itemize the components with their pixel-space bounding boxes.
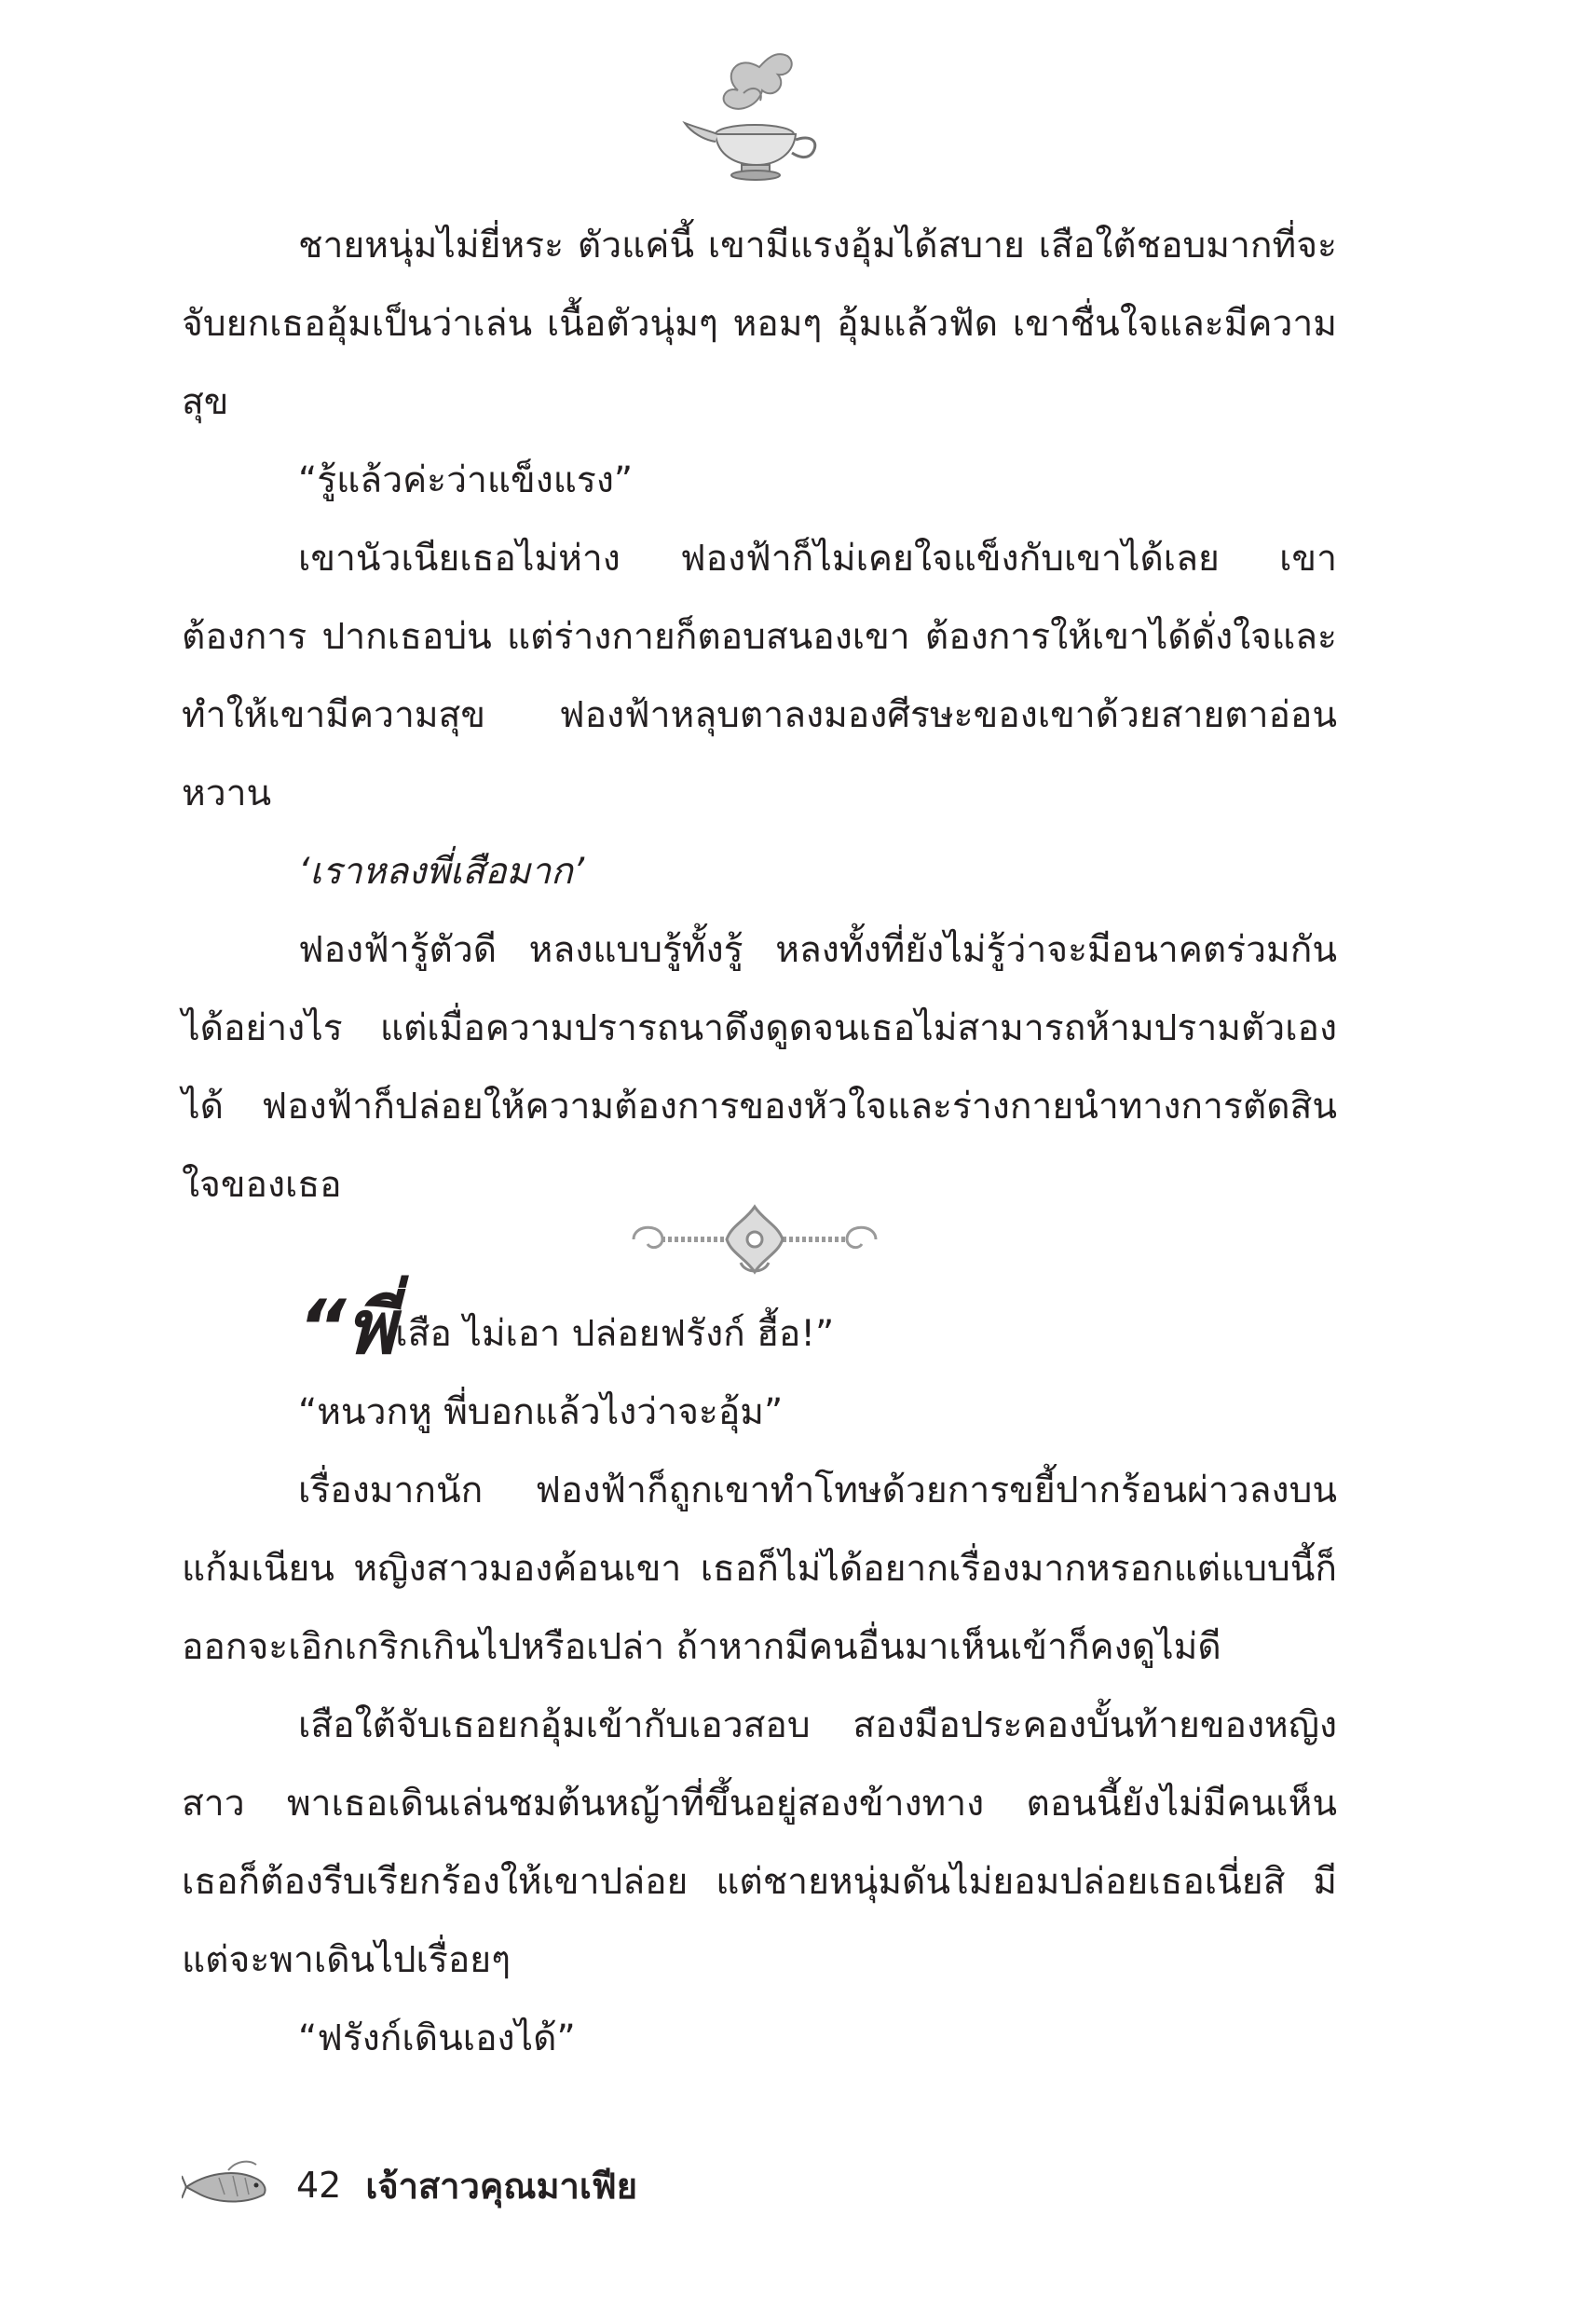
lower-text-block <box>182 1284 1337 2078</box>
page-number: 42 <box>296 2165 342 2206</box>
paragraph: ชายหนุ่มไม่ยี่หระ ตัวแค่นี้ เขามีแรงอุ้มได้สบาย เสือใต้ชอบมากที่จะจับยกเธออุ้มเป็นว่าเล่น เนื้อตัวนุ่มๆ หอมๆ อุ้มแล้วฟัด เขาชื่นใจและมีความสุข <box>182 225 1337 423</box>
dropcap: “พี่ <box>298 1284 396 1371</box>
paragraph: เขานัวเนียเธอไม่ห่าง ฟองฟ้าก็ไม่เคยใจแข็งกับเขาได้เลย เขาต้องการ ปากเธอบ่น แต่ร่างกายก็ตอบสนองเขา ต้องการให้เขาได้ดั่งใจและทำให้เขามีความสุข ฟองฟ้าหลุบตาลงมองศีรษะของเขาด้วยสายตาอ่อนหวาน <box>182 538 1337 814</box>
dialogue-line: “หนวกหู พี่บอกแล้วไงว่าจะอุ้ม” <box>298 1391 784 1433</box>
paragraph: เสือใต้จับเธอยกอุ้มเข้ากับเอวสอบ สองมือประคองบั้นท้ายของหญิงสาว พาเธอเดินเล่นชมต้นหญ้าที่ขึ้นอยู่สองข้างทาง ตอนนี้ยังไม่มีคนเห็น เธอก็ต้องรีบเรียกร้องให้เขาปล่อย แต่ชายหนุ่มดันไม่ยอมปล่อยเธอเนี่ยสิ มีแต่จะพาเดินไปเรื่อยๆ <box>182 1704 1337 1981</box>
dialogue-line: “ฟรังก์เดินเองได้” <box>298 2017 576 2059</box>
thought-line: ‘เราหลงพี่เสือมาก’ <box>298 851 585 893</box>
section-divider-ornament <box>615 1197 894 1281</box>
book-title: เจ้าสาวคุณมาเฟีย <box>365 2165 638 2207</box>
dialogue-line: “รู้แล้วค่ะว่าแข็งแรง” <box>298 459 634 501</box>
paragraph: เรื่องมากนัก ฟองฟ้าก็ถูกเขาทำโทษด้วยการขยี้ปากร้อนผ่าวลงบนแก้มเนียน หญิงสาวมองค้อนเขา เธอก็ไม่ได้อยากเรื่องมากหรอกแต่แบบนี้ก็ออกจะเอิกเกริกเกินไปหรือเปล่า ถ้าหากมีคนอื่นมาเห็นเข้าก็คงดูไม่ดี <box>182 1470 1337 1668</box>
upper-text-block <box>182 207 1337 1224</box>
genie-lamp-ornament <box>671 48 834 184</box>
opening-dialogue <box>182 1284 1337 1374</box>
fish-ornament-icon <box>182 2157 270 2213</box>
opening-dialogue-text: เสือ ไม่เอา ปล่อยฟรังก์ ฮื้อ!” <box>395 1313 835 1355</box>
paragraph: ฟองฟ้ารู้ตัวดี หลงแบบรู้ทั้งรู้ หลงทั้งที่ยังไม่รู้ว่าจะมีอนาคตร่วมกันได้อย่างไร แต่เมื่อความปรารถนาดึงดูดจนเธอไม่สามารถห้ามปรามตัวเองได้ ฟองฟ้าก็ปล่อยให้ความต้องการของหัวใจและร่างกายนำทางการตัดสินใจของเธอ <box>182 929 1337 1206</box>
page-footer <box>182 2153 637 2218</box>
